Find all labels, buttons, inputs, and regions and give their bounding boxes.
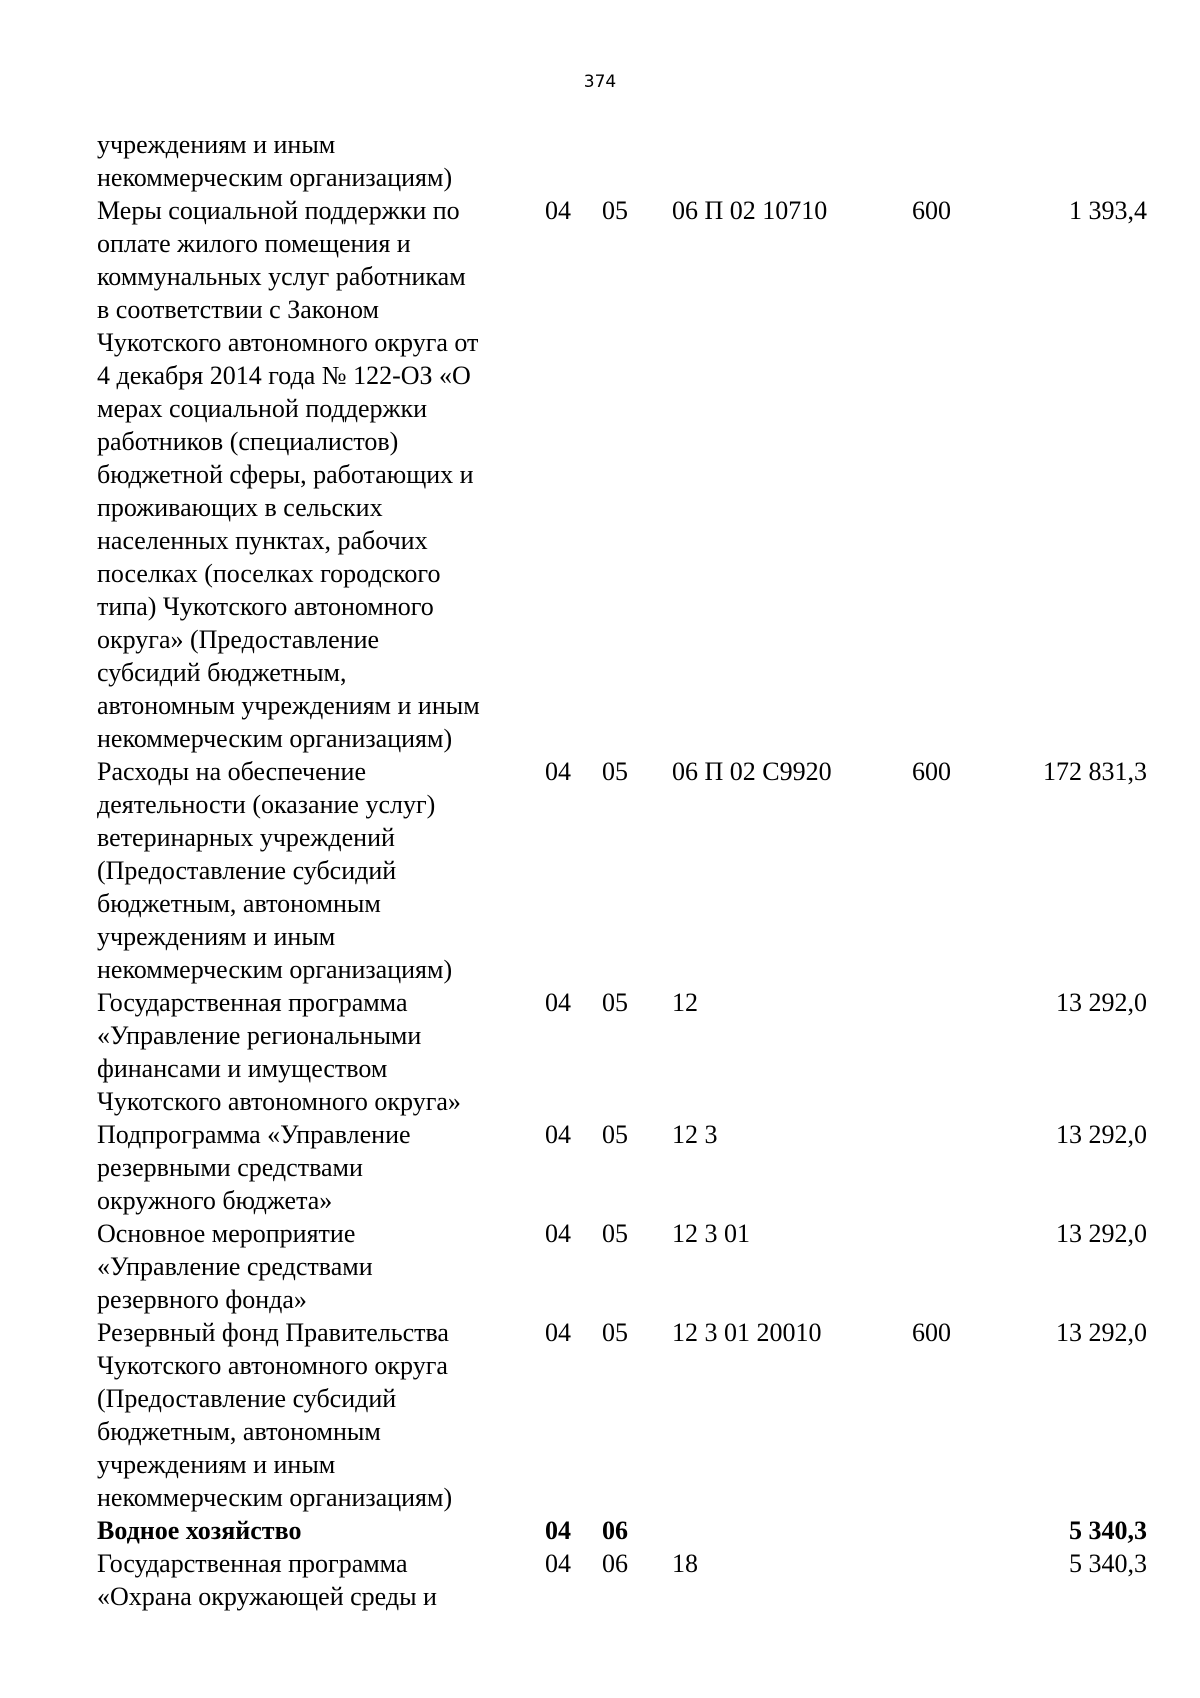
target-article-code: 12 [672,988,698,1017]
row-name [97,1316,537,1514]
row-name [97,755,537,986]
amount: 13 292,0 [1056,988,1147,1017]
expense-type-code: 600 [912,757,951,786]
row-name [97,1547,537,1613]
section-code: 04 [545,196,571,225]
table-row [97,1217,1147,1316]
row-name-line: 4 декабря 2014 года № 122-ОЗ «О [97,361,471,390]
subsection-code: 06 [602,1516,628,1545]
target-article-code: 12 3 01 [672,1219,750,1248]
row-name-line: некоммерческим организациям) [97,955,453,984]
subsection-code: 05 [602,1120,628,1149]
row-name-line: мерах социальной поддержки [97,394,428,423]
target-article-code: 18 [672,1549,698,1578]
section-code: 04 [545,1120,571,1149]
row-name-line: «Охрана окружающей среды и [97,1582,437,1611]
row-name-line: бюджетным, автономным [97,889,381,918]
row-name-line: округа» (Предоставление [97,625,380,654]
row-name-line: некоммерческим организациям) [97,1483,453,1512]
row-name-line: Резервный фонд Правительства [97,1318,449,1347]
row-name-line: «Управление средствами [97,1252,373,1281]
subsection-code: 05 [602,988,628,1017]
row-name-line: (Предоставление субсидий [97,1384,397,1413]
row-name-line: Государственная программа [97,988,408,1017]
row-name-line: населенных пунктах, рабочих [97,526,428,555]
row-name-line: бюджетным, автономным [97,1417,381,1446]
row-name-line: Водное хозяйство [97,1516,302,1545]
section-code: 04 [545,1516,571,1545]
row-name [97,986,537,1118]
amount: 1 393,4 [1069,196,1147,225]
target-article-code: 06 П 02 10710 [672,196,828,225]
row-name [97,194,537,755]
row-name [97,1514,537,1547]
row-name-line: финансами и имуществом [97,1054,388,1083]
row-name-line: Подпрограмма «Управление [97,1120,411,1149]
row-name-line: деятельности (оказание услуг) [97,790,436,819]
row-name-line: некоммерческим организациям) [97,163,453,192]
target-article-code: 12 3 [672,1120,718,1149]
row-name-line: резервными средствами [97,1153,363,1182]
target-article-code: 06 П 02 С9920 [672,757,832,786]
row-name-line: некоммерческим организациям) [97,724,453,753]
table-row [97,128,1147,194]
amount: 13 292,0 [1056,1120,1147,1149]
row-name-line: оплате жилого помещения и [97,229,411,258]
expense-type-code: 600 [912,196,951,225]
row-name-line: типа) Чукотского автономного [97,592,434,621]
row-name-line: проживающих в сельских [97,493,383,522]
row-name-line: Расходы на обеспечение [97,757,367,786]
page-number: 374 [583,72,617,92]
row-name [97,128,537,194]
subsection-code: 06 [602,1549,628,1578]
subsection-code: 05 [602,1318,628,1347]
row-name-line: Основное мероприятие [97,1219,356,1248]
row-name-line: Чукотского автономного округа» [97,1087,461,1116]
row-name [97,1118,537,1217]
table-row [97,1118,1147,1217]
row-name-line: автономным учреждениям и иным [97,691,480,720]
expense-type-code: 600 [912,1318,951,1347]
amount: 172 831,3 [1043,757,1147,786]
row-name-line: Меры социальной поддержки по [97,196,460,225]
row-name-line: в соответствии с Законом [97,295,379,324]
row-name-line: (Предоставление субсидий [97,856,397,885]
section-code: 04 [545,988,571,1017]
row-name-line: ветеринарных учреждений [97,823,395,852]
row-name-line: работников (специалистов) [97,427,399,456]
section-code: 04 [545,1549,571,1578]
row-name-line: учреждениям и иным [97,922,336,951]
table-row [97,1514,1147,1547]
row-name-line: коммунальных услуг работникам [97,262,466,291]
amount: 5 340,3 [1069,1516,1147,1545]
row-name-line: Чукотского автономного округа [97,1351,448,1380]
budget-table [97,128,1147,1613]
table-row [97,194,1147,755]
row-name-line: учреждениям и иным [97,130,336,159]
row-name-line: Государственная программа [97,1549,408,1578]
section-code: 04 [545,1318,571,1347]
amount: 13 292,0 [1056,1318,1147,1347]
row-name-line: резервного фонда» [97,1285,307,1314]
amount: 5 340,3 [1069,1549,1147,1578]
table-row [97,755,1147,986]
row-name-line: учреждениям и иным [97,1450,336,1479]
target-article-code: 12 3 01 20010 [672,1318,822,1347]
subsection-code: 05 [602,196,628,225]
row-name-line: «Управление региональными [97,1021,422,1050]
row-name-line: субсидий бюджетным, [97,658,347,687]
subsection-code: 05 [602,757,628,786]
section-code: 04 [545,1219,571,1248]
row-name-line: поселках (поселках городского [97,559,441,588]
row-name-line: окружного бюджета» [97,1186,333,1215]
table-row [97,1547,1147,1613]
amount: 13 292,0 [1056,1219,1147,1248]
row-name-line: Чукотского автономного округа от [97,328,479,357]
table-row [97,1316,1147,1514]
row-name-line: бюджетной сферы, работающих и [97,460,474,489]
section-code: 04 [545,757,571,786]
row-name [97,1217,537,1316]
subsection-code: 05 [602,1219,628,1248]
table-row [97,986,1147,1118]
